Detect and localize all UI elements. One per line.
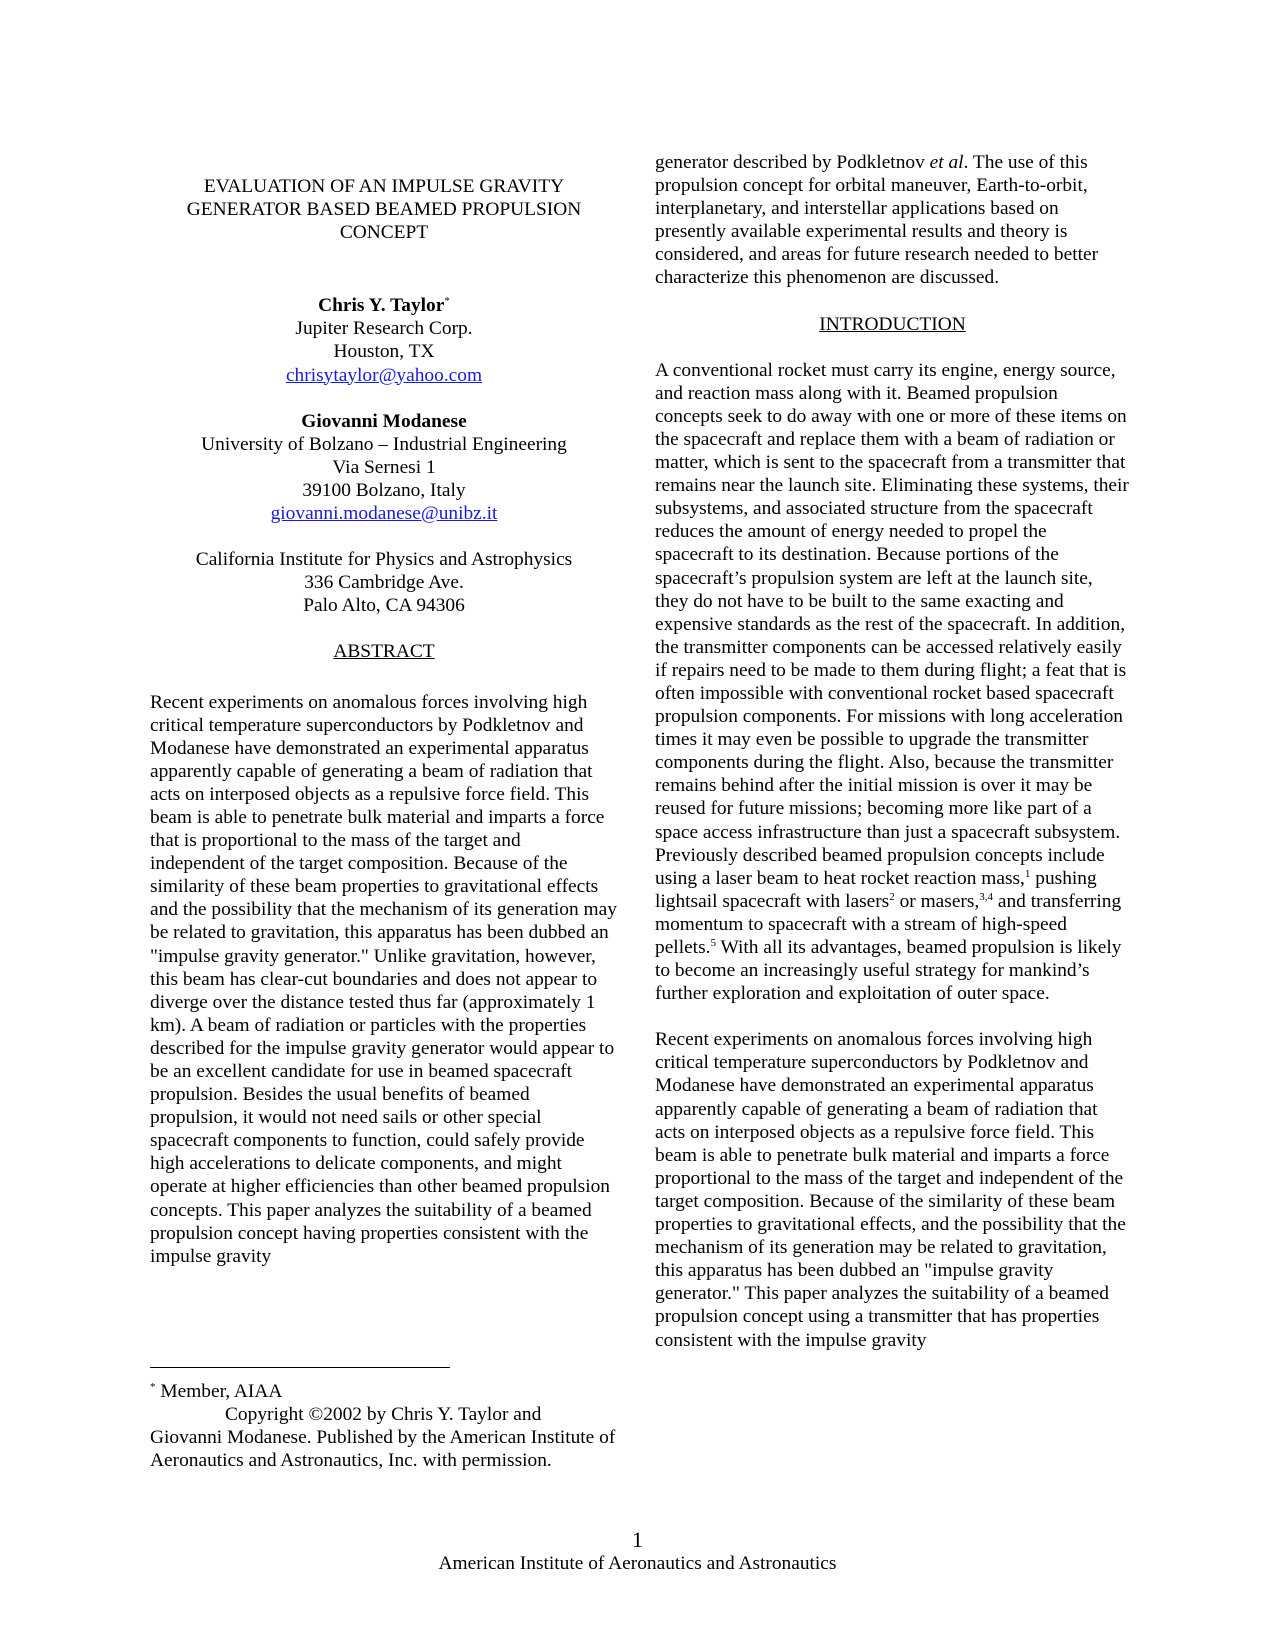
footer-text: American Institute of Aeronautics and Astronautics [438, 1553, 837, 1574]
reference-mark: 3,4 [979, 890, 994, 903]
author-affiliation: 336 Cambridge Ave. [304, 572, 464, 594]
intro-paragraph-1: A conventional rocket must carry its engine, energy source, and reaction mass along with it. Beamed propulsion concepts seek to do away with one or more of these items on the spacecraft and replace them with a beam of radiation or matter, which is sent to the spacecraft from a transmitter that remains near the launch site. Eliminating these systems, their subsystems, and associated structure from the spacecraft reduces the amount of energy needed to propel the spacecraft to its destination. Because portions of the spacecraft’s propulsion system are left at the launch site, they do not have to be built to the same exacting and expensive standards as the rest of the spacecraft. In addition, the transmitter components can be accessed relatively easily if repairs need to be made to them during flight; a feat that is often impossible with conventional rocket based spacecraft propulsion components. For missions with long acceleration times it may even be possible to upgrade the transmitter components during the flight. Also, because the transmitter remains behind after the initial mission is over it may be reused for future missions; becoming more like part of a space access infrastructure than just a spacecraft subsystem. Previously described beamed propulsion concepts include using a laser beam to heat rocket reaction mass,$^1$ pushing lightsail spacecraft with lasers$^2$ or masers,$^{3,4}$ and transferring momentum to spacecraft with a stream of high-speed pellets.$^5$ With all its advantages, beamed propulsion is likely to become an increasingly useful strategy for mankind’s further exploration and exploitation of outer space. [655, 359, 1129, 1005]
author-block-1 [150, 294, 618, 386]
author-email-link[interactable]: chrisytaylor@yahoo.com [285, 364, 483, 386]
author-name: Chris Y. Taylor* [318, 295, 450, 317]
reference-mark: 2 [889, 890, 895, 903]
author-email-link[interactable]: giovanni.modanese@unibz.it [270, 503, 498, 525]
footnote-member: * Member, AIAA [150, 1380, 283, 1402]
introduction-heading: INTRODUCTION [819, 313, 966, 335]
abstract-continuation: generator described by Podkletnov et al. The use of this propulsion concept for orbital maneuver, Earth-to-orbit, interplanetary, and interstellar applications based on presently available experimental results and theory is considered, and areas for future research needed to better characterize this phenomenon are discussed. [655, 152, 1099, 289]
author-affiliation: Palo Alto, CA 94306 [303, 595, 465, 617]
author-footnote-mark: * [444, 295, 450, 308]
right-column [655, 151, 1130, 1352]
author-affiliation: Jupiter Research Corp. [295, 318, 473, 340]
page-number: 1 [632, 1527, 643, 1552]
title-line: CONCEPT [339, 222, 429, 244]
intro-paragraph-2: Recent experiments on anomalous forces involving high critical temperature superconductors by Podkletnov and Modanese have demonstrated an experimental apparatus apparently capable of generating a beam of radiation that acts on interposed objects as a repulsive force field. This beam is able to penetrate bulk material and imparts a force proportional to the mass of the target and independent of the target composition. Because of the similarity of these beam properties to gravitational effects, and the possibility that the mechanism of its generation may be related to gravitation, this apparatus has been dubbed an "impulse gravity generator." This paper analyzes the suitability of a beamed propulsion concept using a transmitter that has properties consistent with the impulse gravity [655, 1029, 1126, 1351]
author-affiliation: Via Sernesi 1 [332, 456, 436, 478]
author-name: Giovanni Modanese [301, 410, 467, 432]
title-line: GENERATOR BASED BEAMED PROPULSION [186, 199, 582, 221]
reference-mark: 5 [710, 936, 716, 949]
author-block-2 [150, 410, 618, 618]
footnotes [150, 1380, 618, 1472]
author-affiliation: California Institute for Physics and Astrophysics [195, 549, 573, 571]
author-affiliation: 39100 Bolzano, Italy [302, 479, 466, 501]
abstract-paragraph: Recent experiments on anomalous forces involving high critical temperature superconductors by Podkletnov and Modanese have demonstrated an experimental apparatus apparently capable of generating a beam of radiation that acts on interposed objects as a repulsive force field. This beam is able to penetrate bulk material and imparts a force that is proportional to the mass of the target and independent of the target composition. Because of the similarity of these beam properties to gravitational effects and the possibility that the mechanism of its generation may be related to gravitation, this apparatus has been dubbed an "impulse gravity generator." Unlike gravitation, however, this beam has clear-cut boundaries and does not appear to diverge over the distance tested thus far (approximately 1 km). A beam of radiation or particles with the properties described for the impulse gravity generator would appear to be an excellent candidate for use in beamed spacecraft propulsion. Besides the usual benefits of beamed propulsion, it would not need sails or other special spacecraft components to function, could safely provide high accelerations to delicate components, and might operate at higher efficiencies than other beamed propulsion concepts. This paper analyzes the suitability of a beamed propulsion concept having properties consistent with the impulse gravity [150, 691, 617, 1267]
author-affiliation: Houston, TX [333, 341, 435, 363]
title-line: EVALUATION OF AN IMPULSE GRAVITY [203, 176, 565, 197]
abstract-heading: ABSTRACT [333, 641, 435, 663]
author-affiliation: University of Bolzano – Industrial Engineering [201, 433, 567, 455]
page-footer [0, 1528, 1275, 1575]
paper-title [150, 175, 618, 244]
reference-mark: 1 [1024, 867, 1031, 880]
left-column [150, 175, 618, 1268]
footnote-rule [150, 1367, 450, 1368]
footnote-copyright: Copyright ©2002 by Chris Y. Taylor and Giovanni Modanese. Published by the American Institute of Aeronautics and Astronautics, Inc. with permission. [150, 1404, 616, 1472]
